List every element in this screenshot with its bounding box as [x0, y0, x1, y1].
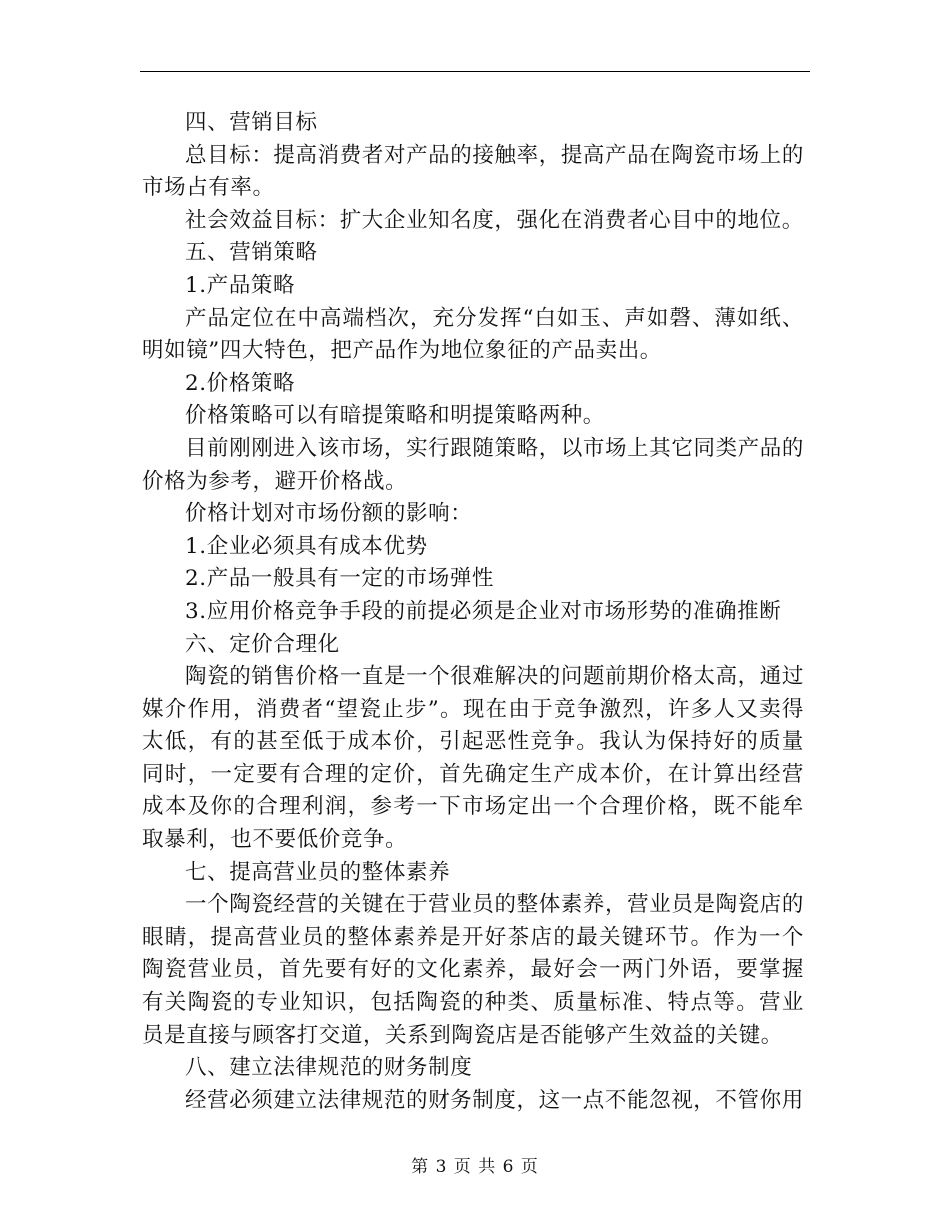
document-body	[142, 107, 804, 1117]
paragraph-follow-strategy: 目前刚刚进入该市场，实行跟随策略，以市场上其它同类产品的价格为参考，避开价格战。	[142, 435, 804, 494]
header-rule	[140, 71, 810, 72]
paragraph-staff-quality: 一个陶瓷经营的关键在于营业员的整体素养，营业员是陶瓷店的眼睛，提高营业员的整体素养是开好茶店的最关键环节。作为一个陶瓷营业员，首先要有好的文化素养，最好会一两门外语，要掌握有关陶瓷的专业知识，包括陶瓷的种类、质量标准、特点等。营业员是直接与顾客打交道，关系到陶瓷店是否能够产生效益的关键。	[142, 892, 804, 1048]
paragraph-product-positioning: 产品定位在中高端档次，充分发挥“白如玉、声如磬、薄如纸、明如镜”四大特色，把产品作为地位象征的产品卖出。	[142, 305, 804, 364]
paragraph-pricing-problem: 陶瓷的销售价格一直是一个很难解决的问题前期价格太高，通过媒介作用，消费者“望瓷止步”。现在由于竞争激烈，许多人又卖得太低，有的甚至低于成本价，引起恶性竞争。我认为保持好的质量同时，一定要有合理的定价，首先确定生产成本价，在计算出经营成本及你的合理利润，参考一下市场定出一个合理价格，既不能牟取暴利，也不要低价竞争。	[142, 664, 804, 853]
subheading-product-strategy: 1.产品策略	[185, 272, 296, 298]
heading-staff-quality: 七、提高营业员的整体素养	[185, 859, 451, 885]
paragraph-social-goal: 社会效益目标：扩大企业知名度，强化在消费者心目中的地位。	[185, 207, 804, 233]
list-item-market-judgment: 3.应用价格竞争手段的前提必须是企业对市场形势的准确推断	[185, 598, 782, 624]
heading-marketing-goals: 四、营销目标	[185, 110, 318, 135]
heading-reasonable-pricing: 六、定价合理化	[185, 631, 340, 657]
list-item-cost-advantage: 1.企业必须具有成本优势	[185, 533, 428, 559]
subheading-price-strategy: 2.价格策略	[185, 370, 296, 396]
page-number: 第 3 页 共 6 页	[411, 1157, 539, 1177]
paragraph-finance-system: 经营必须建立法律规范的财务制度，这一点不能忽视，不管你用	[185, 1087, 804, 1113]
paragraph-price-strategy-types: 价格策略可以有暗提策略和明提策略两种。	[185, 403, 605, 429]
list-item-market-elasticity: 2.产品一般具有一定的市场弹性	[185, 566, 495, 592]
paragraph-overall-goal: 总目标：提高消费者对产品的接触率，提高产品在陶瓷市场上的市场占有率。	[142, 142, 804, 201]
heading-finance-system: 八、建立法律规范的财务制度	[185, 1055, 473, 1081]
heading-marketing-strategy: 五、营销策略	[185, 240, 318, 266]
paragraph-price-impact: 价格计划对市场份额的影响：	[185, 501, 473, 527]
